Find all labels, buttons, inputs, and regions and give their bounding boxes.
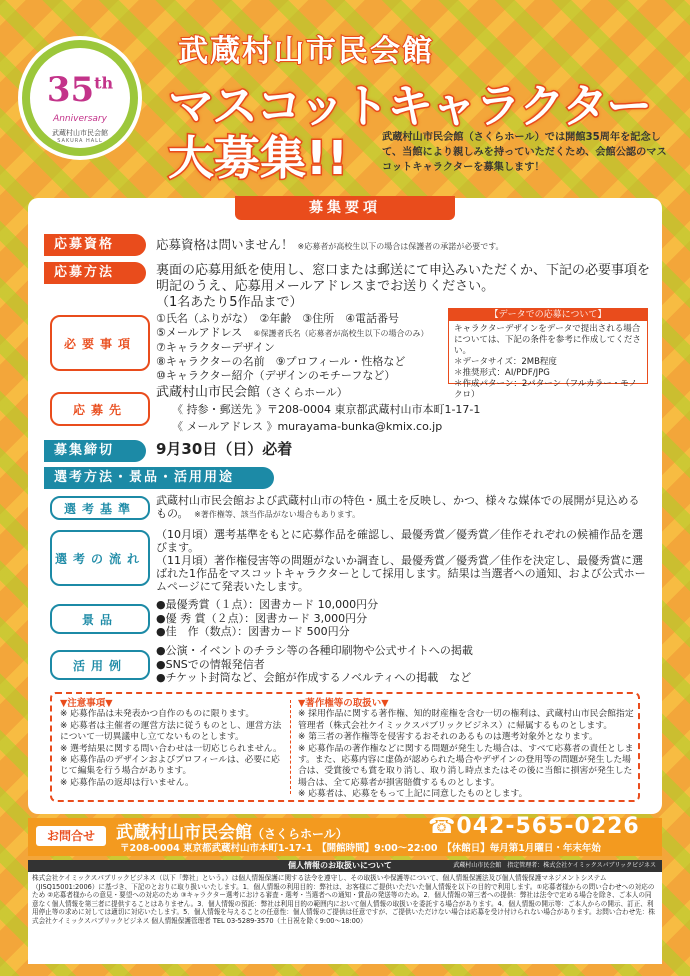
label-deadline: 募集締切	[44, 440, 146, 462]
prizes-list: ●最優秀賞（１点）：図書カード 10,000円分 ●優 秀 賞（２点）：図書カード 3,000円分 ●佳 作（数点）：図書カード 500円分	[156, 598, 379, 638]
notes-divider	[290, 700, 291, 794]
required-items: ①氏名（ふりがな） ②年齢 ③住所 ④電話番号 ⑤メールアドレス ⑥保護者氏名（応募者が高校生以下の場合のみ） ⑦キャラクターデザイン ⑧キャラクターの名前 ⑨プロフィール・性格など ⑩キャラクター紹介（デザインのモチーフなど）	[156, 312, 429, 382]
label-method: 応募方法	[44, 262, 146, 284]
label-destination: 応募先	[50, 392, 150, 426]
badge-number: 35th	[46, 70, 114, 110]
notes-copyright: ▼著作権等の取扱い▼ ※ 採用作品に関する著作権、知的財産権を含む一切の権利は、武蔵村山市民会館指定管理者（株式会社ケイミックスパブリックビジネス）に帰属するものとします。 ※ 第三者の著作権等を侵害するおそれのあるものは選考対象外となります。 ※ 応募作品の著作権などに関する問題が発生した場合は、すべて応募者の責任とします。また、応募内容に虚偽が認められた場合やデザインの登用等の問題が発生した場合は、受賞後でも賞を取り消し、取り消し時点またはその後に当館に損害が発生した場合は、全て応募者が損害賠償するものとします。 ※ 応募者は、応募をもって上記に同意したものとします。	[298, 698, 634, 800]
label-required: 必要事項	[50, 315, 150, 371]
badge-english: SAKURA HALL	[57, 138, 103, 144]
deadline-text: 9月30日（日）必着	[156, 440, 293, 458]
contact-phone[interactable]: ☎042-565-0226	[428, 814, 640, 839]
eligibility-text: 応募資格は問いません！ ※応募者が高校生以下の場合は保護者の承諾が必要です。	[156, 237, 504, 252]
privacy-title: 個人情報のお取扱いについて 武蔵村山市民会館 指定管理者：株式会社ケイミックスパブリックビジネス	[28, 860, 662, 872]
title-recruit: 大募集!!	[168, 131, 348, 185]
criteria-text: 武蔵村山市民会館および武蔵村山市の特色・風土を反映し、かつ、様々な媒体での展開が見込めるもの。 ※著作権等、該当作品がない場合もあります。	[156, 494, 640, 520]
notes-caution: ▼注意事項▼ ※ 応募作品は未発表かつ自作のものに限ります。 ※ 応募者は主催者の運営方法に従うものとし、運営方法について一切異議申し立てないものとします。 ※ 選考結果に関する問い合わせは一切応じられません。 ※ 応募作品のデザインおよびプロフィールは、必要に応じて編集を行う場合があります。 ※ 応募作品の返却は行いません。	[60, 698, 282, 788]
privacy-section	[28, 860, 662, 964]
section-header: 募集要項	[28, 196, 662, 220]
label-usage: 活用例	[50, 650, 150, 680]
contact-name: 武蔵村山市民会館（さくらホール）	[116, 823, 348, 843]
label-prizes: 景品	[50, 604, 150, 634]
flow-text: （10月頃）選考基準をもとに応募作品を確認し、最優秀賞／優秀賞／佳作それぞれの候補作品を選びます。 （11月頃）著作権侵害等の問題がないか調査し、最優秀賞／優秀賞／佳作を決定し、最優秀賞に選ばれた1作品をマスコットキャラクターとして採用します。結果は当選者への通知、および公式ホームページにて発表いたします。	[156, 528, 646, 593]
notes-box	[50, 692, 640, 802]
label-criteria: 選考基準	[50, 496, 150, 520]
data-submission-note: 【データでの応募について】 キャラクターデザインをデータで提出される場合については、下記の条件を参考に作成してください。 ＊データサイズ：2MB程度 ＊推奨形式：AI/PDF/JPG ＊作成パターン：2パターン（フルカラー・モノクロ）	[448, 308, 648, 384]
badge-anniversary: Anniversary	[53, 114, 107, 124]
badge-name: 武蔵村山市民会館	[52, 129, 108, 137]
privacy-body: 株式会社ケイミックスパブリックビジネス（以下「弊社」という。）は個人情報保護に関する法令を遵守し、その取扱いや保護等について、個人情報保護法及び個人情報保護マネジメントシステム（JISQ15001:2006）に基づき、下記のとおりに取り扱いいたします。1．個人情報の利用目的：弊社は、お客様にご提供いただいた個人情報を以下の目的で利用します。①応募者様からの問い合わせへの対応のため ②応募者様からの意見・要望への対応のため ③キャラクター選考における審査・選考・当選者への通知・賞品の発送等のため。2．個人情報の第三者への提供：弊社は法令で定める場合を除き、ご本人の同意なく個人情報を第三者に提供することはありません。3．個人情報の預託：弊社は利用目的の範囲内において個人情報の取扱いを委託する場合があります。4．個人情報の開示等：ご本人からの開示、訂正、利用停止等の求めに対しては適切に対応いたします。5．個人情報を与えることの任意性：個人情報のご提供は任意ですが、ご提供いただけない場合は応募を受け付けられない場合があります。お問い合わせ先：株式会社ケイミックスパブリックビジネス 個人情報保護管理者 TEL 03-5289-3570（土日祝を除く9:00〜18:00）	[32, 874, 655, 925]
title-mascot: マスコットキャラクター	[168, 79, 651, 133]
title-venue: 武蔵村山市民会館	[178, 34, 434, 69]
contact-label: お問合せ	[36, 826, 106, 846]
label-flow: 選考の流れ	[50, 530, 150, 586]
label-selection: 選考方法・景品・活用用途	[44, 467, 274, 489]
intro-text: 武蔵村山市民会館（さくらホール）では開館35周年を記念して、当館により親しみを持っていただくため、会館公認のマスコットキャラクターを募集します！	[382, 132, 667, 173]
usage-list: ●公演・イベントのチラシ等の各種印刷物や公式サイトへの掲載 ●SNSでの情報発信者 ●チケット封筒など、会館が作成するノベルティへの掲載 など	[156, 644, 473, 684]
destination-email[interactable]: 《 メールアドレス 》murayama-bunka@kmix.co.jp	[172, 420, 443, 433]
method-text: 裏面の応募用紙を使用し、窓口または郵送にて申込みいただくか、下記の必要事項を明記のうえ、応募用メールアドレスまでお送りください。 （1名あたり5作品まで）	[156, 263, 651, 310]
contact-details: 〒208-0004 東京都武蔵村山市本町1-17-1 【開館時間】9:00〜22:00 【休館日】毎月第1月曜日・年末年始	[120, 843, 601, 854]
anniversary-badge	[22, 40, 138, 156]
destination-text: 武蔵村山市民会館（さくらホール） 《 持参・郵送先 》〒208-0004 東京都武蔵村山市本町1-17-1 《 メールアドレス 》murayama-bunka@kmix.co.jp	[156, 385, 481, 433]
label-eligibility: 応募資格	[44, 234, 146, 256]
